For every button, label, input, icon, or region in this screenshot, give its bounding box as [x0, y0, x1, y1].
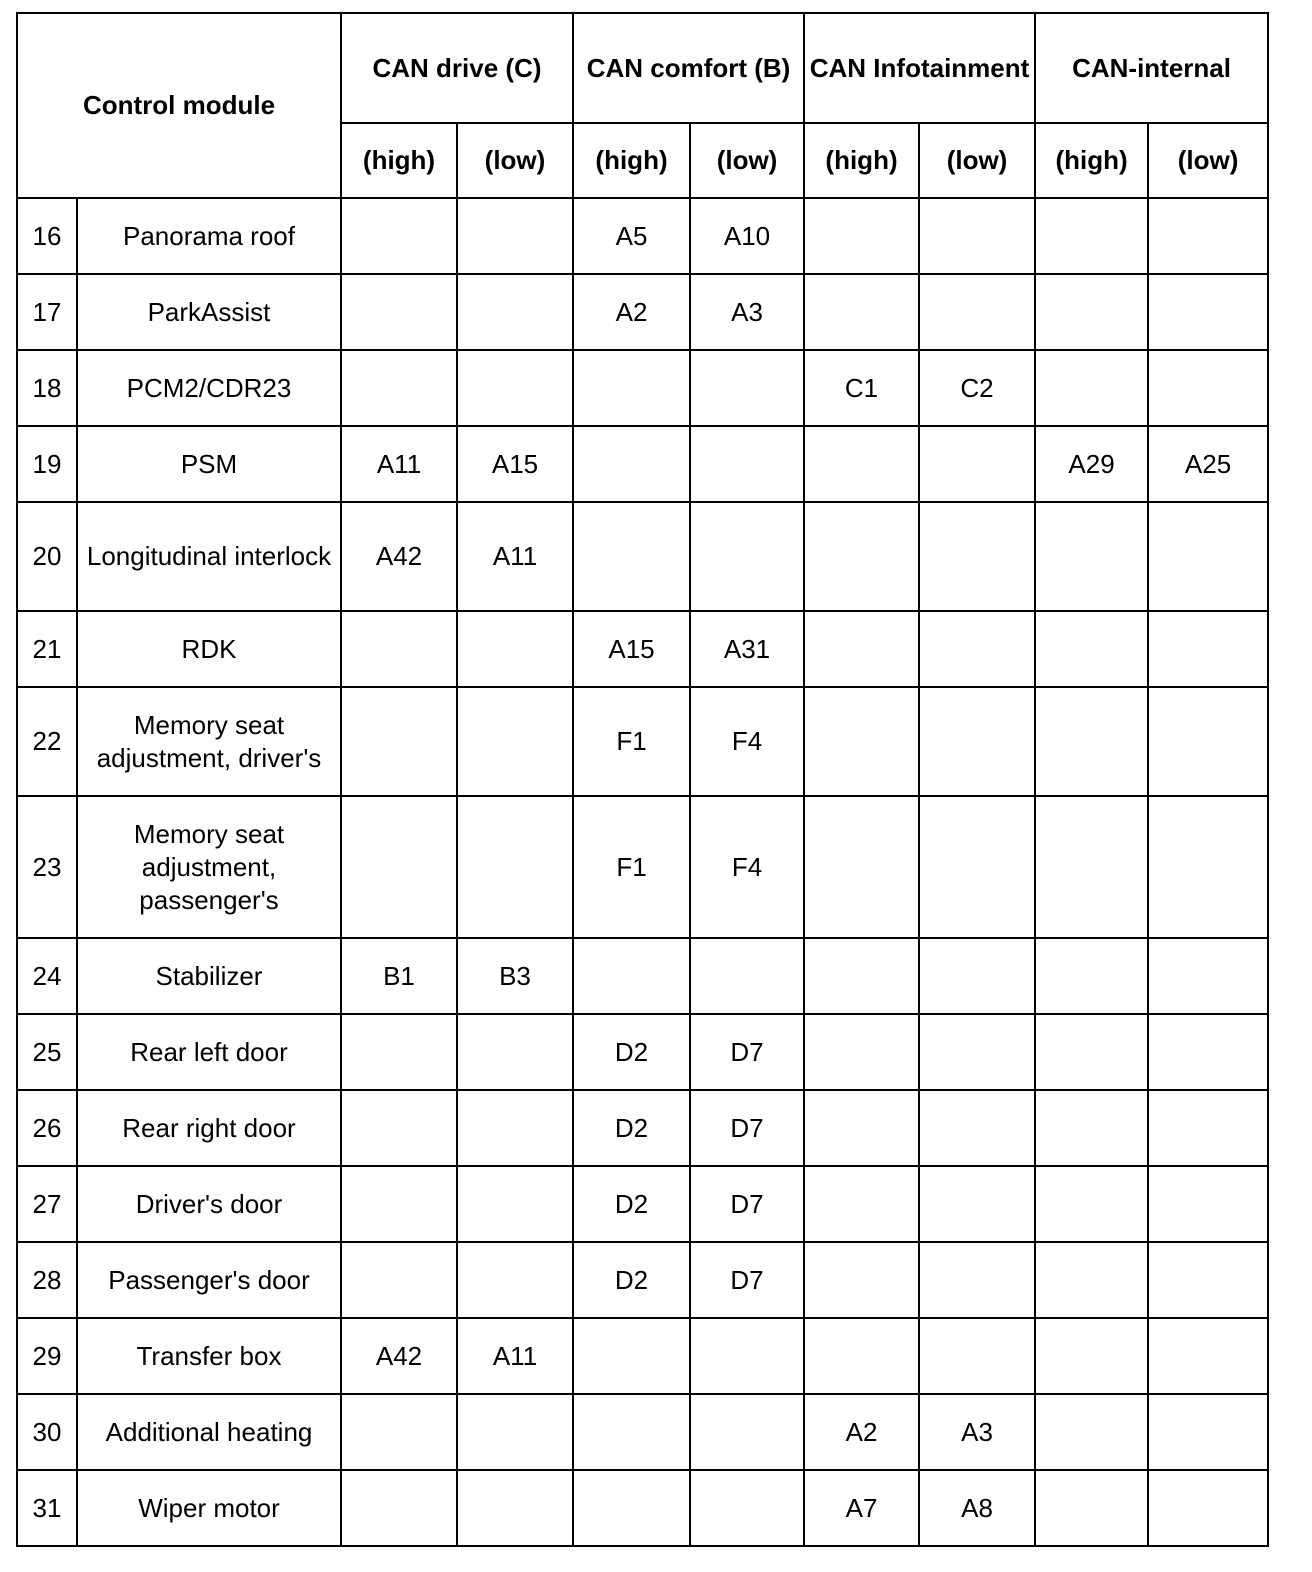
pin-cell — [804, 274, 919, 350]
row-number: 29 — [17, 1318, 77, 1394]
control-module-name: Passenger's door — [77, 1242, 341, 1318]
pin-cell — [1035, 687, 1148, 796]
pin-cell — [919, 274, 1035, 350]
level-header: (high) — [804, 123, 919, 198]
pin-cell: F4 — [690, 687, 804, 796]
pin-cell: A42 — [341, 502, 457, 611]
table-row — [17, 1166, 1268, 1242]
pin-cell — [804, 426, 919, 502]
control-module-name: Stabilizer — [77, 938, 341, 1014]
row-number: 25 — [17, 1014, 77, 1090]
pin-cell: A25 — [1148, 426, 1268, 502]
pin-cell: D2 — [573, 1242, 690, 1318]
row-number: 30 — [17, 1394, 77, 1470]
pin-cell — [457, 796, 573, 938]
pin-cell — [804, 938, 919, 1014]
pin-cell — [573, 1394, 690, 1470]
pin-cell — [457, 274, 573, 350]
table-row — [17, 1014, 1268, 1090]
pin-cell — [1148, 502, 1268, 611]
pin-cell: F1 — [573, 796, 690, 938]
pin-cell: C1 — [804, 350, 919, 426]
pin-cell — [1148, 1394, 1268, 1470]
pin-cell — [341, 796, 457, 938]
pin-cell — [573, 1470, 690, 1546]
row-number: 26 — [17, 1090, 77, 1166]
pin-cell — [804, 1318, 919, 1394]
pin-cell — [919, 687, 1035, 796]
pin-cell — [341, 611, 457, 687]
pin-cell — [457, 611, 573, 687]
table-row — [17, 1394, 1268, 1470]
pin-cell — [341, 1090, 457, 1166]
pin-cell — [804, 796, 919, 938]
pin-cell — [1035, 1470, 1148, 1546]
row-number: 24 — [17, 938, 77, 1014]
group-header-can-infotainment: CAN Infotainment — [804, 13, 1035, 123]
pin-cell — [690, 1394, 804, 1470]
pin-cell — [1148, 938, 1268, 1014]
pin-cell — [457, 1014, 573, 1090]
pin-cell: A15 — [457, 426, 573, 502]
pin-cell — [919, 611, 1035, 687]
table-body — [17, 198, 1268, 1546]
pin-cell: C2 — [919, 350, 1035, 426]
pin-cell — [919, 1014, 1035, 1090]
pin-cell — [690, 1470, 804, 1546]
pin-cell: A2 — [573, 274, 690, 350]
pin-cell: A11 — [457, 1318, 573, 1394]
level-header: (low) — [1148, 123, 1268, 198]
control-module-name: ParkAssist — [77, 274, 341, 350]
pin-cell: F1 — [573, 687, 690, 796]
row-number: 19 — [17, 426, 77, 502]
pin-cell — [1148, 1242, 1268, 1318]
pin-cell — [457, 198, 573, 274]
table-row — [17, 1318, 1268, 1394]
level-header: (high) — [1035, 123, 1148, 198]
table-row — [17, 198, 1268, 274]
row-number: 20 — [17, 502, 77, 611]
group-header-can-internal: CAN-internal — [1035, 13, 1268, 123]
row-number: 17 — [17, 274, 77, 350]
pin-cell — [573, 938, 690, 1014]
pin-cell — [573, 350, 690, 426]
pin-cell — [690, 426, 804, 502]
pin-cell — [690, 938, 804, 1014]
pin-cell — [341, 1470, 457, 1546]
pin-cell — [1035, 1318, 1148, 1394]
pin-cell — [1035, 350, 1148, 426]
table-row — [17, 350, 1268, 426]
pin-cell — [919, 426, 1035, 502]
row-number: 28 — [17, 1242, 77, 1318]
pin-cell — [1035, 938, 1148, 1014]
control-module-name: PCM2/CDR23 — [77, 350, 341, 426]
pin-cell — [1035, 1394, 1148, 1470]
pin-cell — [457, 1394, 573, 1470]
pin-cell — [457, 1090, 573, 1166]
pin-cell: A11 — [341, 426, 457, 502]
pin-cell — [690, 350, 804, 426]
pin-cell: D2 — [573, 1090, 690, 1166]
pin-cell — [804, 1014, 919, 1090]
pin-cell — [341, 687, 457, 796]
pin-cell — [804, 611, 919, 687]
row-number: 16 — [17, 198, 77, 274]
table-row — [17, 938, 1268, 1014]
pin-cell — [1148, 274, 1268, 350]
pin-cell: D7 — [690, 1090, 804, 1166]
pin-cell — [1035, 1242, 1148, 1318]
pin-cell — [457, 1166, 573, 1242]
pin-cell: D2 — [573, 1014, 690, 1090]
group-header-row — [17, 13, 1268, 123]
pin-cell — [804, 198, 919, 274]
pin-cell — [804, 687, 919, 796]
pin-cell — [804, 1166, 919, 1242]
pin-cell — [573, 1318, 690, 1394]
pin-cell — [1035, 1014, 1148, 1090]
pin-cell: A10 — [690, 198, 804, 274]
group-header-can-drive: CAN drive (C) — [341, 13, 573, 123]
pin-cell — [1148, 350, 1268, 426]
control-module-name: Wiper motor — [77, 1470, 341, 1546]
pin-cell — [690, 502, 804, 611]
pin-cell — [457, 350, 573, 426]
pin-cell: A11 — [457, 502, 573, 611]
control-module-name: Memory seat adjustment, driver's — [77, 687, 341, 796]
level-header: (high) — [341, 123, 457, 198]
row-number: 21 — [17, 611, 77, 687]
pin-cell — [1148, 796, 1268, 938]
row-number: 31 — [17, 1470, 77, 1546]
pin-cell — [1035, 198, 1148, 274]
pin-cell: A2 — [804, 1394, 919, 1470]
pin-cell — [1035, 1090, 1148, 1166]
pin-cell: A29 — [1035, 426, 1148, 502]
pin-cell: A8 — [919, 1470, 1035, 1546]
control-module-name: Longitudinal interlock — [77, 502, 341, 611]
pin-cell — [341, 350, 457, 426]
pin-cell — [573, 502, 690, 611]
pin-cell — [341, 1166, 457, 1242]
row-number: 27 — [17, 1166, 77, 1242]
control-module-name: Rear right door — [77, 1090, 341, 1166]
control-module-name: Memory seat adjustment, passenger's — [77, 796, 341, 938]
pin-cell — [1035, 796, 1148, 938]
table-row — [17, 1090, 1268, 1166]
pin-cell — [919, 502, 1035, 611]
table-row — [17, 426, 1268, 502]
pin-cell — [1148, 611, 1268, 687]
pin-cell: D7 — [690, 1166, 804, 1242]
pin-cell — [919, 796, 1035, 938]
pin-cell: A3 — [690, 274, 804, 350]
pin-cell: B3 — [457, 938, 573, 1014]
pin-cell — [1035, 611, 1148, 687]
pin-cell — [1148, 1166, 1268, 1242]
pin-cell: A15 — [573, 611, 690, 687]
pin-cell — [457, 1242, 573, 1318]
control-module-name: Rear left door — [77, 1014, 341, 1090]
pin-cell: B1 — [341, 938, 457, 1014]
level-header: (low) — [457, 123, 573, 198]
pin-cell: A3 — [919, 1394, 1035, 1470]
pin-cell: D2 — [573, 1166, 690, 1242]
pin-cell — [573, 426, 690, 502]
control-module-name: RDK — [77, 611, 341, 687]
row-number: 23 — [17, 796, 77, 938]
pin-cell — [1035, 274, 1148, 350]
pin-cell: A5 — [573, 198, 690, 274]
row-number: 22 — [17, 687, 77, 796]
pin-cell — [1148, 1090, 1268, 1166]
table-row — [17, 274, 1268, 350]
pin-cell — [1148, 1014, 1268, 1090]
level-header: (low) — [690, 123, 804, 198]
pin-cell: A7 — [804, 1470, 919, 1546]
pin-cell — [341, 198, 457, 274]
pin-cell — [1148, 198, 1268, 274]
pin-cell — [1148, 687, 1268, 796]
group-header-can-comfort: CAN comfort (B) — [573, 13, 804, 123]
pin-cell — [1035, 1166, 1148, 1242]
pin-cell — [690, 1318, 804, 1394]
table-row — [17, 796, 1268, 938]
pin-cell: D7 — [690, 1242, 804, 1318]
pin-cell: A42 — [341, 1318, 457, 1394]
pin-cell — [919, 1090, 1035, 1166]
pin-cell — [919, 1318, 1035, 1394]
control-module-header: Control module — [17, 13, 341, 198]
pin-cell — [341, 1242, 457, 1318]
table-row — [17, 1470, 1268, 1546]
can-pin-table — [16, 12, 1269, 1547]
table-row — [17, 502, 1268, 611]
table-row — [17, 687, 1268, 796]
pin-cell — [457, 687, 573, 796]
pin-cell — [341, 274, 457, 350]
control-module-name: Transfer box — [77, 1318, 341, 1394]
table-row — [17, 1242, 1268, 1318]
table-row — [17, 611, 1268, 687]
row-number: 18 — [17, 350, 77, 426]
pin-cell — [804, 1090, 919, 1166]
control-module-name: PSM — [77, 426, 341, 502]
pin-cell — [1035, 502, 1148, 611]
control-module-name: Additional heating — [77, 1394, 341, 1470]
pin-cell — [804, 1242, 919, 1318]
pin-cell — [804, 502, 919, 611]
control-module-name: Driver's door — [77, 1166, 341, 1242]
level-header: (low) — [919, 123, 1035, 198]
pin-cell — [341, 1394, 457, 1470]
pin-cell — [919, 938, 1035, 1014]
pin-cell — [919, 1242, 1035, 1318]
pin-cell — [1148, 1470, 1268, 1546]
pin-cell: F4 — [690, 796, 804, 938]
pin-cell: A31 — [690, 611, 804, 687]
pin-cell — [919, 1166, 1035, 1242]
pin-cell — [341, 1014, 457, 1090]
control-module-name: Panorama roof — [77, 198, 341, 274]
pin-cell — [919, 198, 1035, 274]
pin-cell — [457, 1470, 573, 1546]
pin-cell: D7 — [690, 1014, 804, 1090]
pin-cell — [1148, 1318, 1268, 1394]
level-header: (high) — [573, 123, 690, 198]
